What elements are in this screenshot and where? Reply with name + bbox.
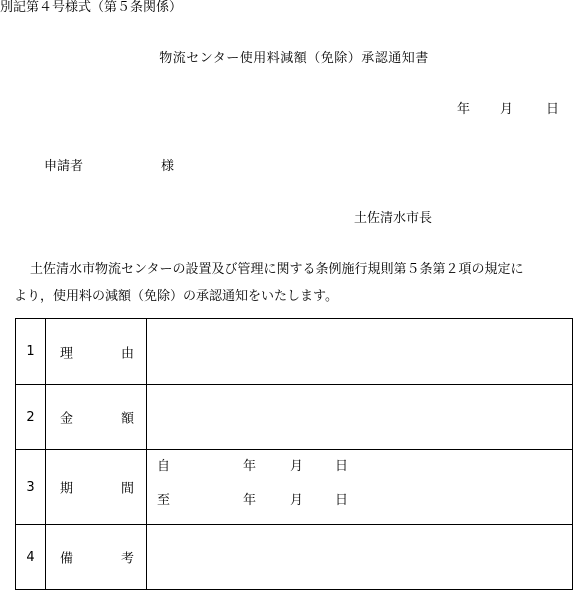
applicant-honorific: 様 bbox=[161, 159, 175, 174]
table-row-remarks bbox=[16, 525, 573, 590]
table-row-reason bbox=[16, 319, 573, 385]
row-label-reason bbox=[46, 319, 147, 385]
period-field[interactable] bbox=[147, 450, 573, 525]
issuer-name: 土佐清水市長 bbox=[354, 211, 433, 226]
body-text-line-2: より，使用料の減額（免除）の承認通知をいたします。 bbox=[14, 289, 338, 304]
form-number: 別記第４号様式（第５条関係） bbox=[0, 0, 183, 15]
row-label-char-1: 金 bbox=[60, 411, 74, 427]
body-text-line-1: 土佐清水市物流センターの設置及び管理に関する条例施行規則第５条第２項の規定に bbox=[30, 262, 524, 277]
row-number: 3 bbox=[16, 450, 46, 525]
table-row-amount bbox=[16, 385, 573, 450]
row-number: 1 bbox=[16, 319, 46, 385]
row-label-char-1: 備 bbox=[60, 551, 74, 567]
date-day-label: 日 bbox=[546, 102, 560, 117]
row-label-char-2: 考 bbox=[121, 551, 135, 567]
row-label-period bbox=[46, 450, 147, 525]
period-to-month: 月 bbox=[290, 493, 304, 508]
date-month-label: 月 bbox=[500, 102, 514, 117]
period-from-month: 月 bbox=[290, 459, 304, 474]
period-from-mark: 自 bbox=[157, 459, 171, 474]
row-number: 2 bbox=[16, 385, 46, 450]
reason-field[interactable] bbox=[147, 319, 573, 385]
table-row-period bbox=[16, 450, 573, 525]
row-label-char-2: 由 bbox=[121, 346, 135, 361]
row-label-char-2: 額 bbox=[121, 411, 135, 427]
row-number: 4 bbox=[16, 525, 46, 590]
row-label-char-2: 間 bbox=[121, 481, 135, 497]
row-label-char-1: 理 bbox=[60, 346, 74, 361]
period-from-day: 日 bbox=[335, 459, 349, 474]
period-to-year: 年 bbox=[243, 493, 257, 508]
period-to-day: 日 bbox=[335, 493, 349, 508]
date-year-label: 年 bbox=[457, 102, 471, 117]
row-label-amount bbox=[46, 385, 147, 450]
row-label-remarks bbox=[46, 525, 147, 590]
period-to-mark: 至 bbox=[157, 493, 171, 508]
remarks-field[interactable] bbox=[147, 525, 573, 590]
document-title: 物流センター使用料減額（免除）承認通知書 bbox=[159, 51, 429, 66]
amount-field[interactable] bbox=[147, 385, 573, 450]
applicant-label: 申請者 bbox=[44, 159, 84, 174]
row-label-char-1: 期 bbox=[60, 481, 74, 497]
period-from-year: 年 bbox=[243, 459, 257, 474]
items-table bbox=[15, 318, 573, 590]
